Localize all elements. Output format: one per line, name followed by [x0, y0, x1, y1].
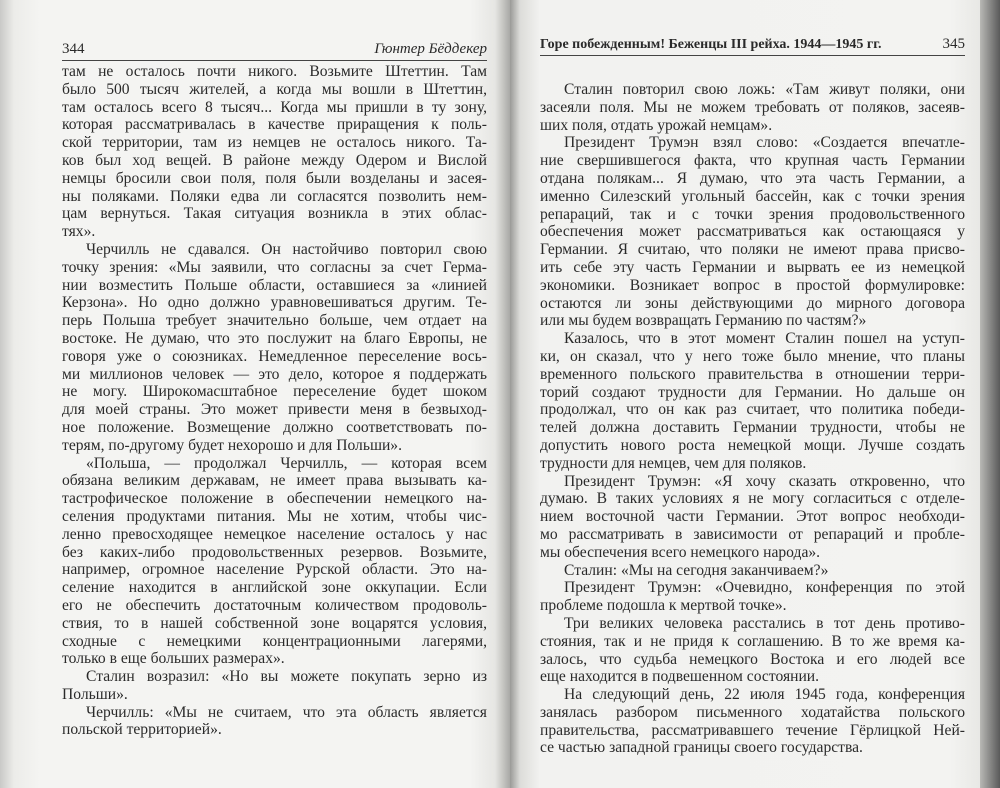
text-line: Три великих человека расстались в тот день противо- — [564, 614, 965, 632]
text-line: ны поляками. Поляки едва ли согласятся позволить нем- — [62, 187, 487, 205]
paragraph — [62, 241, 487, 455]
text-line: не могу. Широкомасштабное переселение будет шоком — [62, 383, 487, 401]
text-line: тастрофическое положение в обеспечении немецкого на- — [62, 490, 487, 508]
page-number: 344 — [62, 41, 85, 57]
paragraph — [540, 134, 965, 330]
text-line: Германии. Я считаю, что поляки не имеют права присво- — [540, 241, 965, 259]
text-line: ми миллионов человек — это дело, которое я поддержать — [62, 365, 487, 383]
text-line: селение находится в английской зоне оккупации. Если — [62, 579, 487, 597]
page-edge-shadow — [980, 0, 1000, 788]
text-line: Сталин возразил: «Но вы можете покупать зерно из — [86, 668, 487, 686]
paragraph — [540, 81, 965, 134]
text-line: Казалось, что в этот момент Сталин пошел на уступ- — [564, 330, 965, 348]
text-line: именно Силезский угольный бассейн, как с точки зрения — [540, 187, 965, 205]
text-line: Польши». — [62, 685, 128, 703]
text-line: ить себе эту часть Германии и вырвать ее из немецкой — [540, 258, 965, 276]
text-line: немцы бросили свои поля, поля были возделаны и засея- — [62, 169, 487, 187]
text-line: Черчилль не сдавался. Он настойчиво повторил свою — [86, 240, 487, 258]
text-line: обязана великим державам, не имеет права вызывать ка- — [62, 472, 487, 490]
text-line: нием восточной части Германии. Этот вопрос необходи- — [540, 508, 965, 526]
text-line: продолжал, что он как раз считает, что политика победи- — [540, 401, 965, 419]
text-line: ки, он сказал, что у него тоже было мнение, что планы — [540, 347, 965, 365]
text-line: Керзона». Но одно должно уравновешиваться другим. Те- — [62, 294, 487, 312]
text-line: се частью западной границы своего государства. — [540, 739, 863, 757]
text-line: без каких-либо продовольственных резервов. Возьмите, — [62, 543, 487, 561]
text-line: там не осталось почти никого. Возьмите Штеттин. Там — [62, 63, 487, 80]
text-line: для моей страны. Это может привести меня в безвыход- — [62, 401, 487, 419]
paragraph — [62, 63, 487, 241]
running-title: Горе побежденным! Беженцы III рейха. 1944—1945 гг. — [540, 37, 882, 52]
text-line: нии возместить Польше области, оставшиеся за «линией — [62, 276, 487, 294]
text-line: ленно превосходящее немецкое население осталось у нас — [62, 525, 487, 543]
paragraph — [62, 704, 487, 740]
text-line: залось, что судьба немецкого Востока и его людей все — [540, 650, 965, 668]
text-line: селения продуктами питания. Мы не хотим, чтобы чис- — [62, 507, 487, 525]
text-line: правительства, рассматривавшего течение Гёрлицкой Ней- — [540, 721, 965, 739]
text-line: польской территорией». — [62, 721, 222, 739]
paragraph — [540, 579, 965, 615]
text-line: или мы будем возвращать Германию по частям?» — [540, 312, 867, 330]
text-line: Президент Трумэн взял слово: «Создается впечатле- — [564, 134, 965, 152]
text-line: занялась разбором письменного ходатайства польского — [540, 703, 965, 721]
text-line: допустить нового роста немецкой мощи. Лучше создать — [540, 436, 965, 454]
right-page-body — [540, 81, 965, 757]
text-line: остаются ли зоны действующими до мирного договора — [540, 294, 965, 312]
text-line: тях». — [62, 223, 96, 241]
text-line: телей должна доставить Германии трудности, чтобы не — [540, 419, 965, 437]
text-line: торий создают трудности для Германии. Но дальше он — [540, 383, 965, 401]
text-line: востоке. Не думаю, что это послужит на благо Европы, не — [62, 329, 487, 347]
text-line: перь Польша требует значительно больше, чем отдает на — [62, 312, 487, 330]
paragraph — [540, 473, 965, 562]
text-line: трудности для немцев, чем для поляков. — [540, 454, 807, 472]
left-page-header — [62, 41, 487, 61]
text-line: засеяли поля. Мы не можем требовать от поляков, засеяв- — [540, 98, 965, 116]
text-line: Черчилль: «Мы не считаем, что эта область является — [86, 703, 487, 721]
text-line: точку зрения: «Мы заявили, что согласны за счет Герма- — [62, 258, 487, 276]
text-line: думаю. В таких условиях я не могу согласиться с отделе- — [540, 490, 965, 508]
text-line: экономики. Возникает вопрос в простой формулировке: — [540, 276, 965, 294]
text-line: Президент Трумэн: «Очевидно, конференция по этой — [564, 579, 965, 597]
text-line: стояния, так и не придя к соглашению. В то же время ка- — [540, 632, 965, 650]
text-line: цам вернуться. Такая ситуация возникла в этих облас- — [62, 205, 487, 223]
text-line: сходные с немецкими концентрационными лагерями, — [62, 632, 487, 650]
text-line: которая рассматривалась в качестве приращения к поль- — [62, 116, 487, 134]
text-line: мо рассматривать в зависимости от репараций и пробле- — [540, 525, 965, 543]
text-line: «Польша, — продолжал Черчилль, — которая всем — [86, 454, 487, 472]
paragraph — [540, 615, 965, 686]
text-line: ской территории, там из немцев не осталось никого. Та- — [62, 134, 487, 152]
text-line: репараций, так и с точки зрения продовольственного — [540, 205, 965, 223]
text-line: еще находится в подвешенном состоянии. — [540, 668, 820, 686]
text-line: говоря уже о союзниках. Немедленное переселение вось- — [62, 347, 487, 365]
text-line: Президент Трумэн: «Я хочу сказать откровенно, что — [564, 472, 965, 490]
text-line: например, огромное население Рурской области. Это на- — [62, 561, 487, 579]
text-line: мы обеспечения всего немецкого народа». — [540, 543, 821, 561]
paragraph — [540, 686, 965, 757]
paragraph — [540, 562, 965, 580]
left-page-body — [62, 63, 487, 739]
text-line: ствия, то в нашей собственной зоне воцарятся условия, — [62, 614, 487, 632]
text-line: Сталин: «Мы на сегодня заканчиваем?» — [564, 561, 829, 579]
text-line: временного польского правительства в отношении терри- — [540, 365, 965, 383]
page-number: 345 — [942, 36, 965, 52]
text-line: ков был ход вещей. В районе между Одером и Вислой — [62, 151, 487, 169]
paragraph — [62, 668, 487, 704]
text-line: обеспечения может рассматриваться как остающаяся у — [540, 223, 965, 241]
text-line: На следующий день, 22 июля 1945 года, конференция — [564, 686, 965, 704]
running-title: Гюнтер Бёддекер — [374, 41, 487, 57]
right-page-header — [540, 36, 965, 56]
text-line: только в еще больших размерах». — [62, 650, 285, 668]
text-line: ние свершившегося факта, что крупная часть Германии — [540, 152, 965, 170]
paragraph — [540, 330, 965, 472]
text-line: ших поля, отдать урожай немцам». — [540, 116, 773, 134]
text-line: его не обеспечить достаточным количеством продоволь- — [62, 596, 487, 614]
text-line: проблеме подошла к мертвой точке». — [540, 597, 787, 615]
text-line: там осталось всего 8 тысяч... Когда мы пришли в ту зону, — [62, 98, 487, 116]
text-line: ное положение. Возмещение должно соответствовать по- — [62, 418, 487, 436]
text-line: было 500 тысяч жителей, а когда мы вошли в Штеттин, — [62, 80, 487, 98]
text-line: Сталин повторил свою ложь: «Там живут поляки, они — [564, 81, 965, 98]
text-line: терям, по-другому будет нехорошо и для Польши». — [62, 436, 403, 454]
paragraph — [62, 455, 487, 669]
text-line: отдана полякам... Я думаю, что эта часть Германии, а — [540, 169, 965, 187]
